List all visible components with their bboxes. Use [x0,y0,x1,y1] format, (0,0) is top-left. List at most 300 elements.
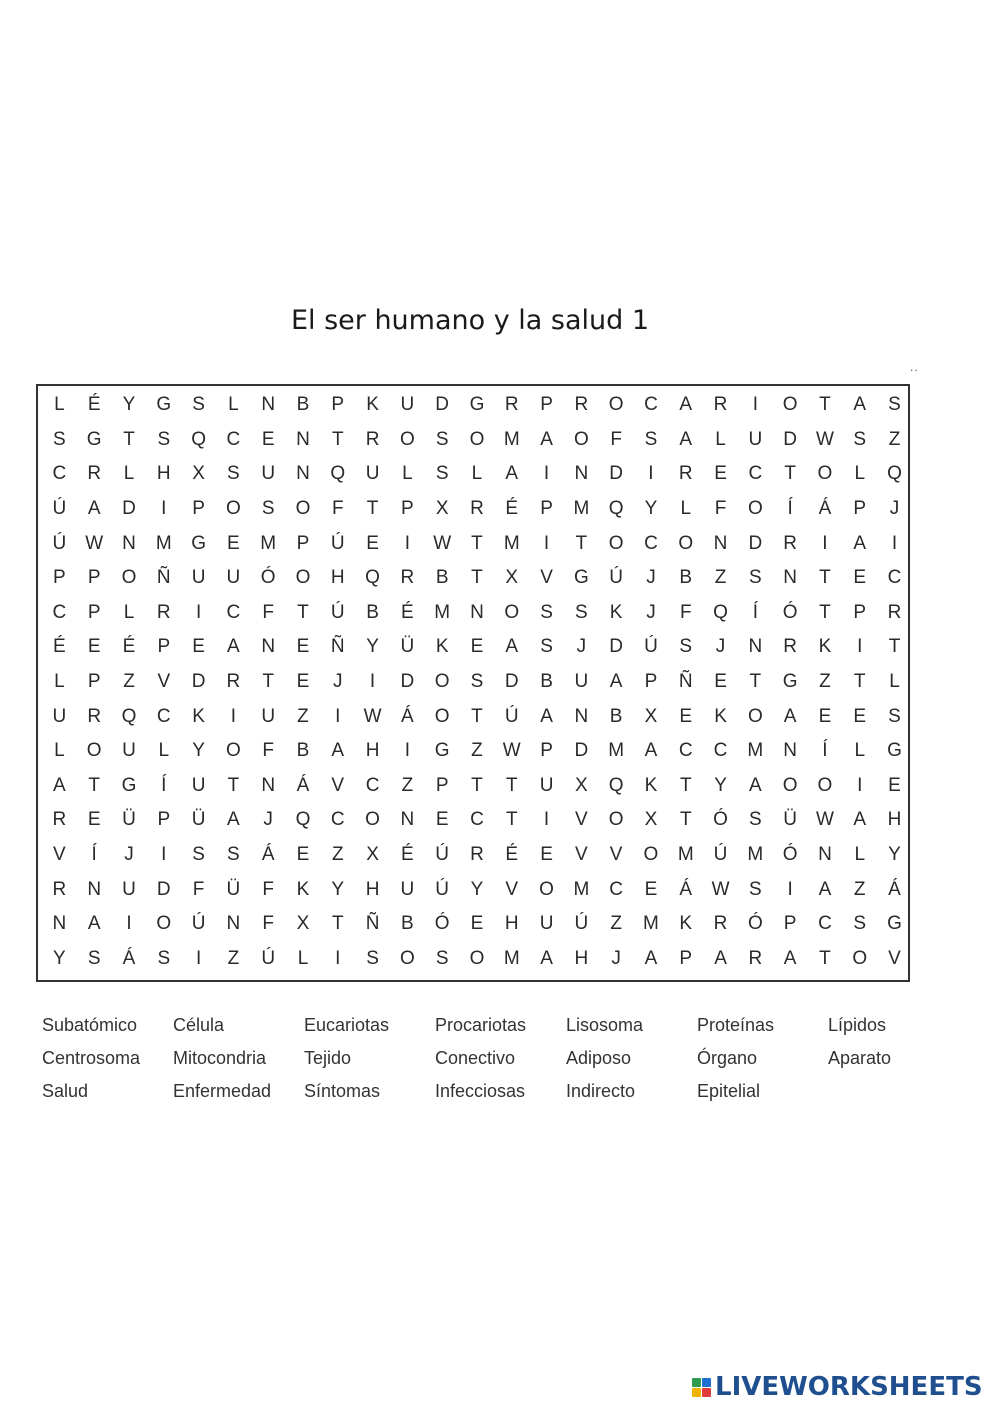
grid-letter[interactable]: C [644,532,658,554]
grid-letter[interactable]: É [505,844,519,866]
grid-letter[interactable]: Ó [713,809,728,831]
grid-letter[interactable]: P [540,394,553,416]
grid-letter[interactable]: U [191,567,206,589]
grid-letter[interactable]: C [748,463,763,485]
grid-letter[interactable]: T [505,774,518,796]
grid-letter[interactable]: F [262,878,274,900]
grid-letter[interactable]: L [54,394,65,416]
grid-letter[interactable]: A [609,671,623,693]
grid-letter[interactable]: M [573,878,590,900]
grid-letter[interactable]: T [262,671,274,693]
grid-letter[interactable]: R [156,601,171,623]
grid-letter[interactable]: Q [608,498,624,520]
grid-letter[interactable]: X [644,809,658,831]
grid-letter[interactable]: A [853,532,867,554]
grid-letter[interactable]: K [609,601,623,623]
grid-letter[interactable]: W [85,532,104,554]
grid-letter[interactable]: Ó [782,844,798,866]
grid-letter[interactable]: D [574,740,589,762]
grid-letter[interactable]: S [157,947,171,969]
grid-letter[interactable]: S [435,463,449,485]
grid-letter[interactable]: A [644,947,658,969]
grid-letter[interactable]: O [504,601,520,623]
grid-letter[interactable]: M [573,498,590,520]
grid-letter[interactable]: Y [714,774,727,796]
grid-letter[interactable]: I [543,532,550,554]
grid-letter[interactable]: Ú [713,844,728,866]
grid-letter[interactable]: A [853,809,867,831]
grid-letter[interactable]: C [887,567,902,589]
grid-letter[interactable]: V [331,774,345,796]
grid-letter[interactable]: Ü [191,809,206,831]
grid-letter[interactable]: S [888,394,901,416]
grid-letter[interactable]: Q [295,809,311,831]
grid-letter[interactable]: V [888,947,901,969]
grid-letter[interactable]: I [195,601,202,623]
grid-letter[interactable]: B [296,740,310,762]
grid-letter[interactable]: S [575,601,588,623]
grid-letter[interactable]: J [576,636,587,658]
grid-letter[interactable]: R [87,705,102,727]
grid-letter[interactable]: C [226,601,241,623]
grid-letter[interactable]: B [609,705,623,727]
grid-letter[interactable]: V [540,567,553,589]
grid-letter[interactable]: O [121,567,137,589]
grid-letter[interactable]: O [608,394,624,416]
grid-letter[interactable]: O [434,671,450,693]
grid-letter[interactable]: E [714,671,727,693]
grid-letter[interactable]: U [574,671,589,693]
grid-letter[interactable]: S [679,636,693,658]
grid-letter[interactable]: T [227,774,240,796]
grid-letter[interactable]: A [818,878,832,900]
grid-letter[interactable]: T [366,498,379,520]
grid-letter[interactable]: P [435,774,449,796]
grid-letter[interactable]: H [365,878,380,900]
grid-letter[interactable]: O [608,532,624,554]
grid-letter[interactable]: F [331,498,344,520]
grid-letter[interactable]: A [53,774,66,796]
grid-letter[interactable]: B [540,671,553,693]
grid-letter[interactable]: X [296,913,310,935]
grid-letter[interactable]: Ú [644,636,658,658]
grid-letter[interactable]: S [644,428,658,450]
grid-letter[interactable]: U [191,774,206,796]
grid-letter[interactable]: M [643,913,659,935]
grid-letter[interactable]: S [853,913,867,935]
grid-letter[interactable]: M [503,947,520,969]
grid-letter[interactable]: P [540,740,553,762]
grid-letter[interactable]: S [470,671,484,693]
grid-letter[interactable]: Z [331,844,344,866]
grid-letter[interactable]: N [226,913,241,935]
grid-letter[interactable]: N [818,844,832,866]
grid-letter[interactable]: I [335,947,341,969]
grid-letter[interactable]: Z [714,567,727,589]
grid-letter[interactable]: N [748,636,763,658]
grid-letter[interactable]: E [888,774,901,796]
grid-letter[interactable]: Q [713,601,728,623]
grid-letter[interactable]: Ú [52,498,67,520]
grid-letter[interactable]: Á [122,947,136,969]
grid-letter[interactable]: G [434,740,450,762]
grid-letter[interactable]: D [400,671,415,693]
grid-letter[interactable]: L [854,844,866,866]
grid-letter[interactable]: L [54,740,65,762]
grid-letter[interactable]: G [887,913,902,935]
grid-letter[interactable]: O [817,774,833,796]
grid-letter[interactable]: J [646,601,656,623]
grid-letter[interactable]: E [296,844,310,866]
grid-letter[interactable]: R [400,567,415,589]
grid-letter[interactable]: V [505,878,519,900]
grid-letter[interactable]: D [435,394,450,416]
grid-letter[interactable]: K [192,705,205,727]
grid-letter[interactable]: M [503,428,520,450]
grid-letter[interactable]: A [227,809,240,831]
grid-letter[interactable]: M [155,532,172,554]
grid-letter[interactable]: A [679,428,693,450]
grid-letter[interactable]: O [539,878,554,900]
grid-letter[interactable]: É [87,394,101,416]
grid-letter[interactable]: I [230,705,237,727]
grid-letter[interactable]: M [747,740,764,762]
grid-letter[interactable]: W [433,532,452,554]
grid-letter[interactable]: E [435,809,449,831]
grid-letter[interactable]: N [400,809,415,831]
grid-letter[interactable]: L [715,428,726,450]
grid-letter[interactable]: T [471,567,483,589]
grid-letter[interactable]: P [87,601,101,623]
grid-letter[interactable]: B [435,567,449,589]
grid-letter[interactable]: L [297,947,309,969]
grid-letter[interactable]: R [470,844,484,866]
grid-letter[interactable]: W [815,428,834,450]
grid-letter[interactable]: O [678,532,694,554]
grid-letter[interactable]: O [643,844,659,866]
grid-letter[interactable]: R [713,913,728,935]
grid-letter[interactable]: X [575,774,588,796]
grid-letter[interactable]: G [156,394,172,416]
grid-letter[interactable]: I [891,532,898,554]
grid-letter[interactable]: Ú [52,532,67,554]
grid-letter[interactable]: S [192,844,205,866]
grid-letter[interactable]: A [505,636,519,658]
grid-letter[interactable]: U [400,394,415,416]
grid-letter[interactable]: Y [331,878,345,900]
grid-letter[interactable]: I [648,463,654,485]
grid-letter[interactable]: T [471,532,483,554]
grid-letter[interactable]: V [575,809,588,831]
grid-letter[interactable]: S [748,878,762,900]
grid-letter[interactable]: E [87,636,101,658]
grid-letter[interactable]: D [783,428,797,450]
grid-letter[interactable]: N [261,394,276,416]
grid-letter[interactable]: É [401,601,414,623]
grid-letter[interactable]: L [471,463,483,485]
grid-letter[interactable]: N [296,463,310,485]
grid-letter[interactable]: M [260,532,277,554]
grid-letter[interactable]: A [783,947,797,969]
grid-letter[interactable]: Y [366,636,379,658]
grid-letter[interactable]: N [470,601,484,623]
grid-letter[interactable]: F [262,601,274,623]
grid-letter[interactable]: X [192,463,205,485]
grid-letter[interactable]: F [679,601,692,623]
grid-letter[interactable]: I [404,532,410,554]
grid-letter[interactable]: I [543,809,550,831]
grid-letter[interactable]: S [227,463,240,485]
grid-letter[interactable]: P [53,567,66,589]
grid-letter[interactable]: R [783,636,797,658]
grid-letter[interactable]: U [365,463,380,485]
grid-letter[interactable]: Á [818,498,832,520]
grid-letter[interactable]: G [782,671,798,693]
grid-letter[interactable]: A [227,636,240,658]
grid-letter[interactable]: H [574,947,589,969]
grid-letter[interactable]: K [818,636,832,658]
grid-letter[interactable]: É [122,636,136,658]
grid-letter[interactable]: Á [401,705,414,727]
grid-letter[interactable]: I [161,498,167,520]
grid-letter[interactable]: Ú [435,878,450,900]
grid-letter[interactable]: S [157,428,171,450]
grid-letter[interactable]: Z [819,671,831,693]
grid-letter[interactable]: T [88,774,100,796]
grid-letter[interactable]: U [52,705,67,727]
grid-letter[interactable]: E [853,567,867,589]
grid-letter[interactable]: Ü [122,809,136,831]
grid-letter[interactable]: A [853,394,867,416]
grid-letter[interactable]: Z [227,947,240,969]
grid-letter[interactable]: S [435,428,449,450]
grid-letter[interactable]: T [575,532,588,554]
grid-letter[interactable]: X [644,705,658,727]
grid-letter[interactable]: B [366,601,379,623]
grid-letter[interactable]: S [192,394,205,416]
grid-letter[interactable]: O [782,394,798,416]
grid-letter[interactable]: Z [888,428,901,450]
grid-letter[interactable]: W [711,878,730,900]
grid-letter[interactable]: Á [296,774,310,796]
grid-letter[interactable]: C [156,705,171,727]
grid-letter[interactable]: R [713,394,728,416]
grid-letter[interactable]: D [609,463,624,485]
grid-letter[interactable]: O [365,809,380,831]
grid-letter[interactable]: K [679,913,693,935]
grid-letter[interactable]: U [226,567,241,589]
grid-letter[interactable]: N [296,428,310,450]
grid-letter[interactable]: U [539,913,554,935]
grid-letter[interactable]: A [644,740,658,762]
grid-letter[interactable]: Ó [434,913,450,935]
grid-letter[interactable]: S [540,636,553,658]
grid-letter[interactable]: V [575,844,588,866]
grid-letter[interactable]: O [295,567,311,589]
grid-letter[interactable]: T [331,913,344,935]
grid-letter[interactable]: E [296,671,310,693]
grid-letter[interactable]: J [611,947,621,969]
grid-letter[interactable]: S [87,947,101,969]
grid-letter[interactable]: T [331,428,344,450]
grid-letter[interactable]: O [295,498,311,520]
grid-letter[interactable]: P [401,498,414,520]
grid-letter[interactable]: Z [853,878,866,900]
grid-letter[interactable]: Q [608,774,624,796]
grid-letter[interactable]: O [469,428,485,450]
grid-letter[interactable]: Y [888,844,901,866]
grid-letter[interactable]: H [887,809,902,831]
grid-letter[interactable]: C [52,601,67,623]
grid-letter[interactable]: M [503,532,520,554]
grid-letter[interactable]: A [748,774,762,796]
grid-letter[interactable]: C [470,809,484,831]
grid-letter[interactable]: Ú [261,947,276,969]
grid-letter[interactable]: L [158,740,170,762]
grid-letter[interactable]: B [401,913,414,935]
grid-letter[interactable]: U [539,774,554,796]
grid-letter[interactable]: C [330,809,345,831]
grid-letter[interactable]: Ñ [678,671,693,693]
grid-letter[interactable]: A [783,705,797,727]
grid-letter[interactable]: I [857,636,863,658]
grid-letter[interactable]: Ú [435,844,450,866]
grid-letter[interactable]: E [470,913,484,935]
grid-letter[interactable]: T [679,809,692,831]
grid-letter[interactable]: Ñ [365,913,380,935]
grid-letter[interactable]: Q [887,463,902,485]
grid-letter[interactable]: C [52,463,67,485]
grid-letter[interactable]: I [822,532,828,554]
grid-letter[interactable]: Á [679,878,693,900]
grid-letter[interactable]: J [124,844,134,866]
grid-letter[interactable]: L [228,394,239,416]
grid-letter[interactable]: O [782,774,798,796]
grid-letter[interactable]: P [296,532,310,554]
grid-letter[interactable]: R [226,671,241,693]
grid-letter[interactable]: U [748,428,763,450]
grid-letter[interactable]: N [574,705,589,727]
grid-letter[interactable]: D [504,671,519,693]
grid-letter[interactable]: G [573,567,589,589]
grid-letter[interactable]: Ñ [330,636,345,658]
grid-letter[interactable]: E [227,532,240,554]
grid-letter[interactable]: P [679,947,693,969]
grid-letter[interactable]: A [540,705,553,727]
grid-letter[interactable]: Ú [609,567,624,589]
grid-letter[interactable]: S [53,428,66,450]
grid-letter[interactable]: D [122,498,136,520]
grid-letter[interactable]: M [677,844,694,866]
grid-letter[interactable]: M [434,601,451,623]
grid-letter[interactable]: E [853,705,867,727]
grid-letter[interactable]: I [369,671,376,693]
grid-letter[interactable]: F [262,740,274,762]
grid-letter[interactable]: I [126,913,132,935]
grid-letter[interactable]: T [679,774,692,796]
grid-letter[interactable]: N [122,532,136,554]
grid-letter[interactable]: Ó [260,567,276,589]
grid-letter[interactable]: I [195,947,202,969]
grid-letter[interactable]: R [748,947,763,969]
grid-letter[interactable]: P [853,498,867,520]
grid-letter[interactable]: O [608,809,624,831]
grid-letter[interactable]: O [573,428,589,450]
grid-letter[interactable]: P [331,394,345,416]
grid-letter[interactable]: K [644,774,658,796]
grid-letter[interactable]: Ñ [156,567,171,589]
grid-letter[interactable]: A [540,947,553,969]
grid-letter[interactable]: Í [787,498,793,520]
grid-letter[interactable]: E [470,636,484,658]
grid-letter[interactable]: P [644,671,658,693]
grid-letter[interactable]: W [815,809,834,831]
grid-letter[interactable]: E [540,844,553,866]
grid-letter[interactable]: U [122,878,136,900]
grid-letter[interactable]: N [783,567,797,589]
grid-letter[interactable]: T [505,809,518,831]
grid-letter[interactable]: X [505,567,519,589]
grid-letter[interactable]: R [470,498,484,520]
grid-letter[interactable]: Ü [226,878,241,900]
grid-letter[interactable]: T [297,601,309,623]
grid-letter[interactable]: É [505,498,519,520]
grid-letter[interactable]: I [335,705,341,727]
grid-letter[interactable]: F [262,913,274,935]
grid-letter[interactable]: I [404,740,410,762]
grid-letter[interactable]: H [330,567,345,589]
grid-letter[interactable]: Ú [574,913,589,935]
grid-letter[interactable]: Á [261,844,275,866]
grid-letter[interactable]: O [225,498,241,520]
grid-letter[interactable]: Y [644,498,658,520]
grid-letter[interactable]: Ú [504,705,519,727]
grid-letter[interactable]: I [787,878,793,900]
grid-letter[interactable]: O [225,740,241,762]
grid-letter[interactable]: O [817,463,833,485]
grid-letter[interactable]: I [857,774,863,796]
grid-letter[interactable]: R [504,394,519,416]
grid-letter[interactable]: T [471,705,483,727]
grid-letter[interactable]: O [156,913,172,935]
grid-letter[interactable]: C [365,774,380,796]
grid-letter[interactable]: F [192,878,205,900]
grid-letter[interactable]: L [54,671,65,693]
grid-letter[interactable]: O [434,705,450,727]
grid-letter[interactable]: Ú [330,601,345,623]
grid-letter[interactable]: L [854,463,866,485]
grid-letter[interactable]: Ú [330,532,345,554]
grid-letter[interactable]: E [714,463,727,485]
grid-letter[interactable]: A [679,394,693,416]
grid-letter[interactable]: C [226,428,241,450]
grid-letter[interactable]: O [747,498,763,520]
grid-letter[interactable]: A [505,463,519,485]
grid-letter[interactable]: T [784,463,796,485]
grid-letter[interactable]: R [783,532,797,554]
grid-letter[interactable]: J [333,671,343,693]
grid-letter[interactable]: J [715,636,726,658]
grid-letter[interactable]: M [747,844,764,866]
grid-letter[interactable]: V [53,844,66,866]
grid-letter[interactable]: N [261,636,276,658]
grid-letter[interactable]: S [540,601,553,623]
grid-letter[interactable]: R [887,601,902,623]
grid-letter[interactable]: N [783,740,797,762]
grid-letter[interactable]: V [157,671,171,693]
grid-letter[interactable]: T [819,601,831,623]
grid-letter[interactable]: Z [297,705,309,727]
